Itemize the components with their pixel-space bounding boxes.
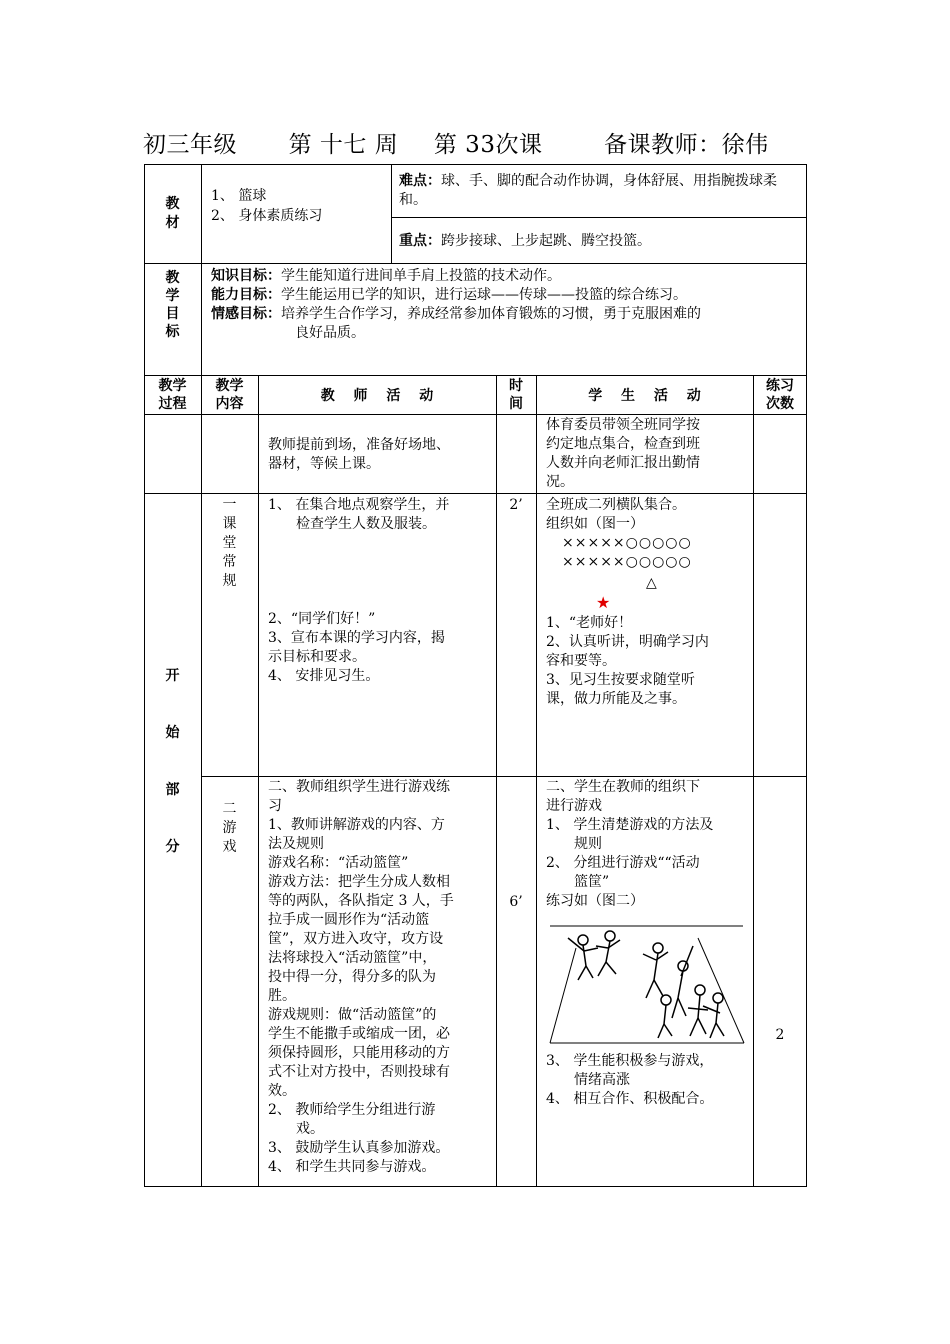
- formation-row: ×××××○○○○○: [562, 554, 692, 570]
- goal-emotion: 情感目标：培养学生合作学习，养成经常参加体育锻炼的习惯，勇于克服困难的: [211, 306, 701, 322]
- goals-label: 教 学 目 标: [165, 270, 180, 340]
- materials-item-2: 2、 身体素质练习: [211, 208, 323, 224]
- lesson-title: [143, 126, 769, 159]
- header-student-activity: 学 生 活 动: [588, 388, 701, 404]
- routine-student-2: 1、“老师好！ 2、认真听讲，明确学习内 容和要等。 3、见习生按要求随堂听 课，做力所能及之事。: [546, 615, 709, 707]
- materials-label: 教 材: [165, 196, 180, 231]
- goal-ability: 能力目标：学生能运用已学的知识，进行运球——传球——投篮的综合练习。: [211, 287, 687, 303]
- section-start-label: 开 始 部 分: [165, 668, 180, 855]
- header-process: 教学 过程: [158, 378, 187, 412]
- header-count: 练习 次数: [766, 378, 794, 412]
- game-teacher: 二、教师组织学生进行游戏练 习 1、教师讲解游戏的内容、方 法及规则 游戏名称：“活动篮筐” 游戏方法：把学生分成人数相 等的两队，各队指定 3 人，手 拉手成一圆形作为“活动篮 筐”，双方进入攻守，攻方设 法将球投入“活动篮筐”中， 投中得一分，得分多的队为 胜。 游戏规则：做“活动篮筐”的 学生不能撒手或缩成一团，必 须保持圆形，只能用移动的方 式不让对方投中，否则投球有 效。 2、 教师给学生分组进行游 戏。 3、 鼓励学生认真参加游戏。 4、 和学生共同参与游戏。: [268, 779, 454, 1175]
- routine-teacher-1: 1、 在集合地点观察学生，并 检查学生人数及服装。: [268, 497, 450, 532]
- preclass-student: 体育委员带领全班同学按 约定地点集合，检查到班 人数并向老师汇报出勤情 况。: [546, 417, 700, 490]
- difficulty: 难点：球、手、脚的配合动作协调，身体舒展、用指腕拨球柔和。: [399, 173, 777, 208]
- goal-knowledge: 知识目标：学生能知道行进间单手肩上投篮的技术动作。: [211, 268, 561, 284]
- grade: 初三年级: [143, 132, 237, 158]
- formation-diagram: [562, 534, 692, 572]
- routine-teacher-2: 2、“同学们好！” 3、宣布本课的学习内容，揭 示目标和要求。 4、 安排见习生。: [268, 611, 445, 684]
- star-icon: ★: [596, 593, 611, 612]
- game-illustration: [548, 918, 748, 1048]
- game-student-1: 二、学生在教师的组织下 进行游戏 1、 学生清楚游戏的方法及 规则 2、 分组进行游戏““活动 篮筐” 练习如（图二）: [546, 779, 714, 909]
- routine-student-1: 全班成二列横队集合。 组织如（图一）: [546, 497, 686, 532]
- teacher-triangle-icon: △: [646, 575, 657, 591]
- teacher-name: 徐伟: [721, 132, 769, 158]
- goal-emotion-cont: 良好品质。: [295, 325, 365, 341]
- game-count: 2: [775, 1027, 785, 1043]
- game-time: 6’: [509, 894, 523, 910]
- key-point: 重点：跨步接球、上步起跳、腾空投篮。: [399, 233, 651, 249]
- game-content: 二 游 戏: [222, 801, 237, 855]
- game-student-2: 3、 学生能积极参与游戏， 情绪高涨 4、 相互合作、积极配合。: [546, 1053, 714, 1107]
- week: 第 十七 周: [288, 132, 399, 158]
- routine-content: 一 课 堂 常 规: [222, 497, 237, 589]
- header-content: 教学 内容: [215, 378, 244, 412]
- lesson-number: 第 33次课: [433, 132, 543, 158]
- formation-row: ×××××○○○○○: [562, 535, 692, 551]
- header-teacher-activity: 教 师 活 动: [320, 388, 434, 404]
- routine-time: 2’: [509, 497, 523, 513]
- materials-item-1: 1、 篮球: [211, 188, 267, 204]
- preclass-teacher: 教师提前到场，准备好场地、 器材，等候上课。: [268, 437, 450, 472]
- header-time: 时 间: [509, 378, 523, 412]
- teacher-label: 备课教师：: [604, 132, 722, 158]
